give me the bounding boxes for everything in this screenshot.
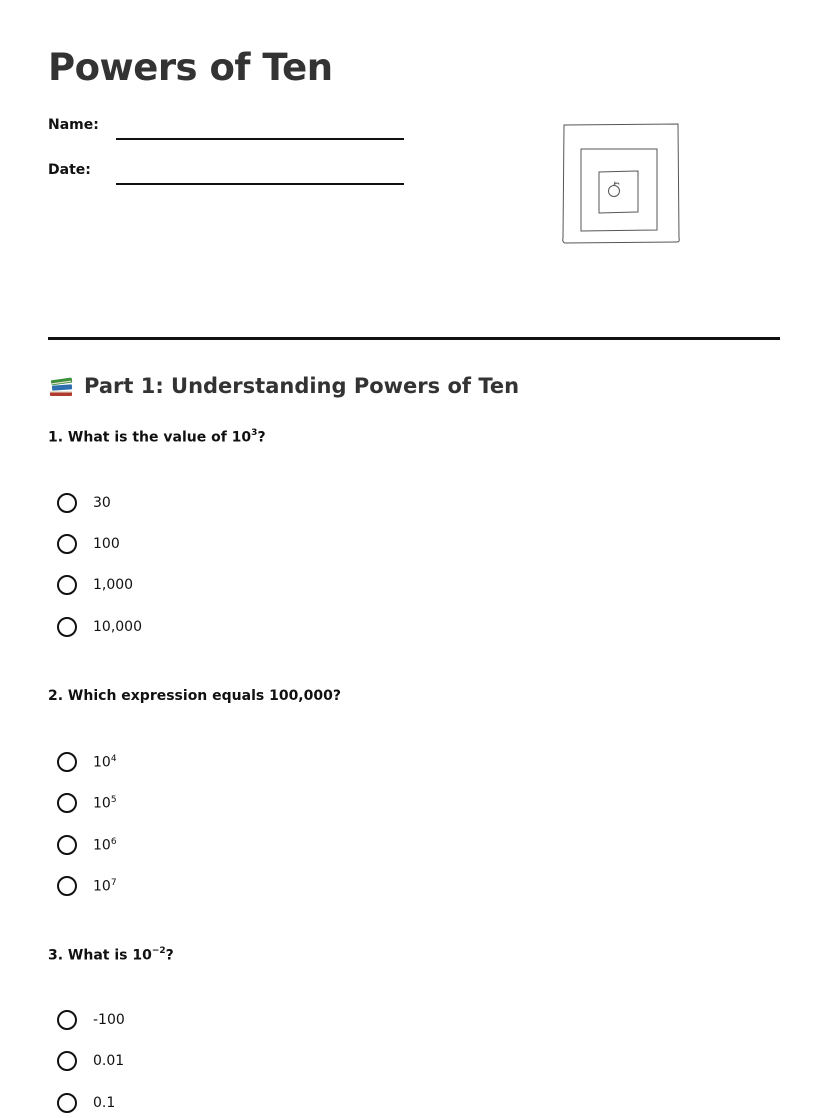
radio-button[interactable] <box>57 1051 77 1071</box>
question-2: 2. Which expression equals 100,000? <box>48 688 341 704</box>
question-3-option-a[interactable] <box>57 1007 125 1033</box>
radio-button[interactable] <box>57 752 77 772</box>
radio-button[interactable] <box>57 876 77 896</box>
date-label: Date: <box>48 162 91 178</box>
question-2-option-b[interactable] <box>57 790 117 816</box>
option-label: $10^5$ <box>93 794 117 812</box>
radio-button[interactable] <box>57 1010 77 1030</box>
radio-button[interactable] <box>57 493 77 513</box>
question-3-option-b[interactable] <box>57 1048 124 1074</box>
question-2-option-a[interactable] <box>57 749 117 775</box>
radio-button[interactable] <box>57 835 77 855</box>
books-icon <box>48 374 74 398</box>
radio-button[interactable] <box>57 1093 77 1113</box>
question-1-option-a[interactable] <box>57 490 111 516</box>
radio-button[interactable] <box>57 534 77 554</box>
section-divider <box>48 337 780 340</box>
option-label: $10^7$ <box>93 877 117 895</box>
option-label: 1,000 <box>93 577 134 593</box>
question-1-option-b[interactable] <box>57 531 120 557</box>
question-3-option-c[interactable] <box>57 1090 115 1116</box>
question-2-option-d[interactable] <box>57 873 117 899</box>
question-1-option-d[interactable] <box>57 614 142 640</box>
option-label: 30 <box>93 495 111 511</box>
option-label: $10^6$ <box>93 836 117 854</box>
option-label: 0.1 <box>93 1095 116 1111</box>
option-label: -100 <box>93 1012 125 1028</box>
option-label: $10^4$ <box>93 753 117 771</box>
radio-button[interactable] <box>57 617 77 637</box>
question-3: 3. What is $10^{-2}$? <box>48 946 174 964</box>
section-title-part-1 <box>48 374 519 398</box>
option-label: 10,000 <box>93 619 142 635</box>
page-title: Powers of Ten <box>48 46 333 89</box>
date-field[interactable] <box>116 183 404 185</box>
radio-button[interactable] <box>57 575 77 595</box>
question-1-option-c[interactable] <box>57 572 133 598</box>
question-1: 1. What is the value of $10^3$? <box>48 428 266 446</box>
name-field[interactable] <box>116 138 404 140</box>
option-label: 100 <box>93 536 120 552</box>
nested-squares-apple-sketch-icon <box>556 120 686 248</box>
radio-button[interactable] <box>57 793 77 813</box>
question-2-option-c[interactable] <box>57 832 117 858</box>
name-label: Name: <box>48 117 99 133</box>
option-label: 0.01 <box>93 1053 125 1069</box>
section-title-text: Part 1: Understanding Powers of Ten <box>84 374 520 398</box>
